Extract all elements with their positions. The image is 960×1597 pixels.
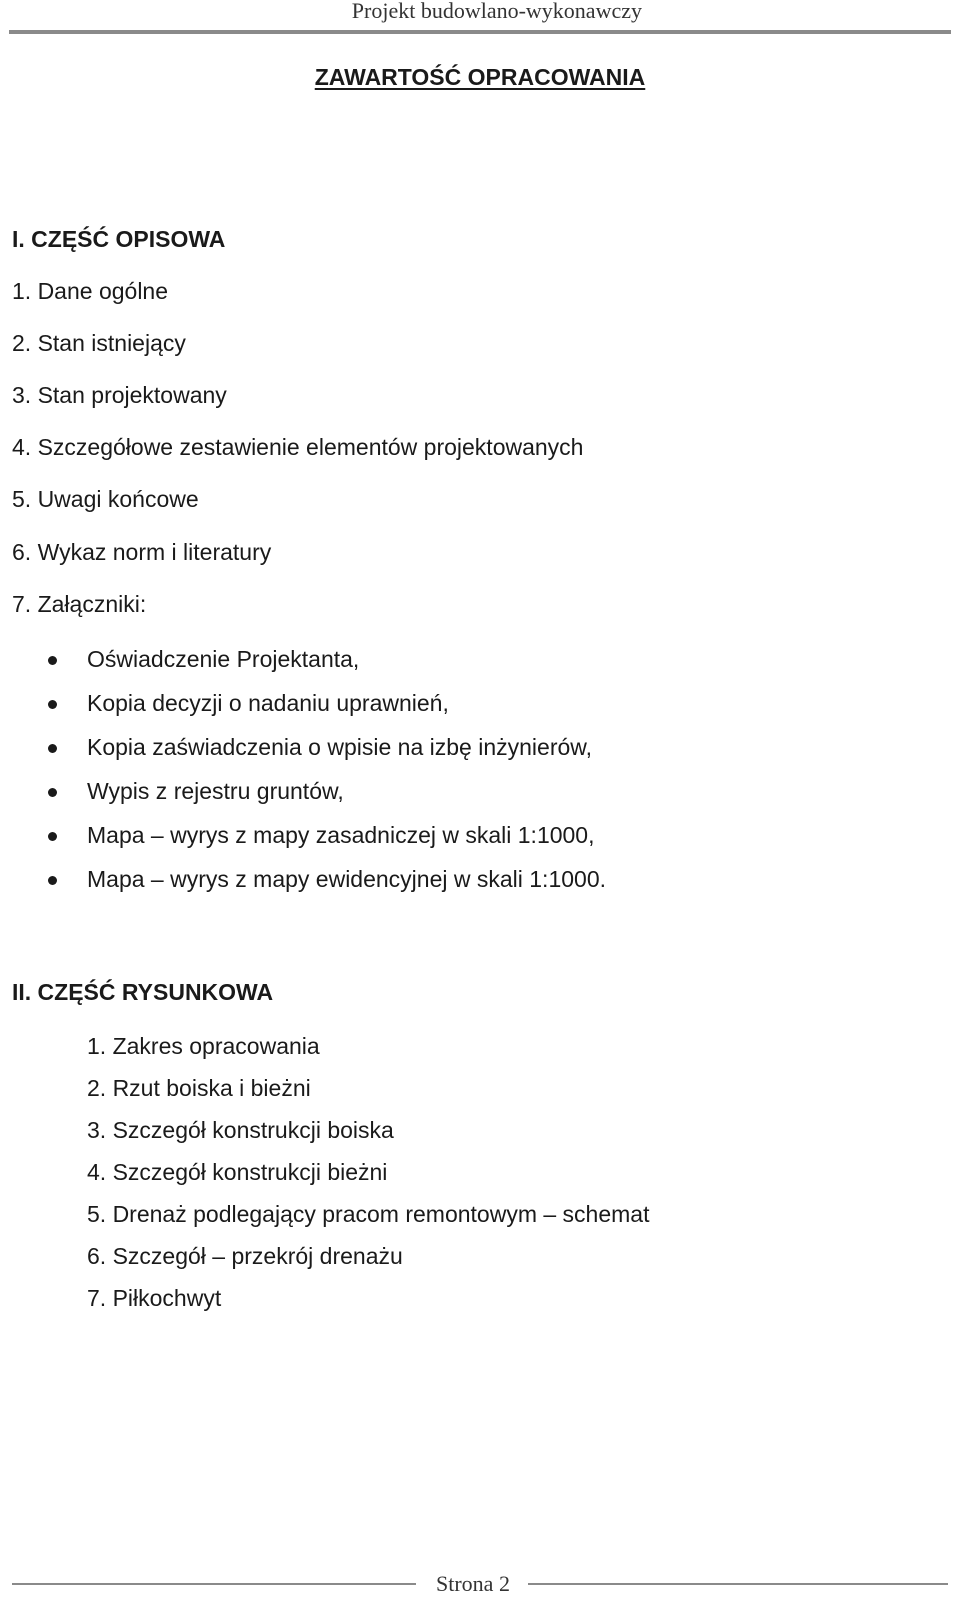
part1-item: 4. Szczegółowe zestawienie elementów projektowanych (12, 434, 584, 460)
part1-item: 2. Stan istniejący (12, 330, 186, 356)
attachment-item: Kopia zaświadczenia o wpisie na izbę inżynierów, (87, 734, 593, 760)
bullet-icon (48, 656, 57, 665)
part2-item: 6. Szczegół – przekrój drenażu (87, 1243, 403, 1269)
bullet-icon (48, 744, 57, 753)
bullet-icon (48, 876, 57, 885)
part1-heading: I. CZĘŚĆ OPISOWA (12, 226, 226, 252)
attachment-item: Mapa – wyrys z mapy zasadniczej w skali 1:1000, (87, 822, 595, 848)
document-title: ZAWARTOŚĆ OPRACOWANIA (314, 64, 646, 90)
part2-item: 2. Rzut boiska i bieżni (87, 1075, 311, 1101)
footer-rule-left (12, 1583, 416, 1585)
part2-item: 1. Zakres opracowania (87, 1033, 320, 1059)
attachment-item: Oświadczenie Projektanta, (87, 646, 360, 672)
attachment-item: Kopia decyzji o nadaniu uprawnień, (87, 690, 449, 716)
header-title: Projekt budowlano-wykonawczy (351, 0, 642, 23)
part1-item: 5. Uwagi końcowe (12, 486, 199, 512)
part1-item: 7. Załączniki: (12, 591, 147, 617)
footer-rule-right (528, 1583, 948, 1585)
attachment-item: Mapa – wyrys z mapy ewidencyjnej w skali 1:1000. (87, 866, 607, 892)
part2-heading: II. CZĘŚĆ RYSUNKOWA (12, 979, 274, 1005)
part1-item: 6. Wykaz norm i literatury (12, 539, 272, 565)
bullet-icon (48, 700, 57, 709)
bullet-icon (48, 788, 57, 797)
part1-item: 3. Stan projektowany (12, 382, 227, 408)
page-number: Strona 2 (436, 1571, 510, 1596)
part2-item: 3. Szczegół konstrukcji boiska (87, 1117, 394, 1143)
part2-item: 7. Piłkochwyt (87, 1285, 222, 1311)
bullet-icon (48, 832, 57, 841)
attachment-item: Wypis z rejestru gruntów, (87, 778, 344, 804)
part1-item: 1. Dane ogólne (12, 278, 169, 304)
part2-item: 4. Szczegół konstrukcji bieżni (87, 1159, 388, 1185)
part2-item: 5. Drenaż podlegający pracom remontowym – schemat (87, 1201, 650, 1227)
header-rule (9, 30, 951, 34)
